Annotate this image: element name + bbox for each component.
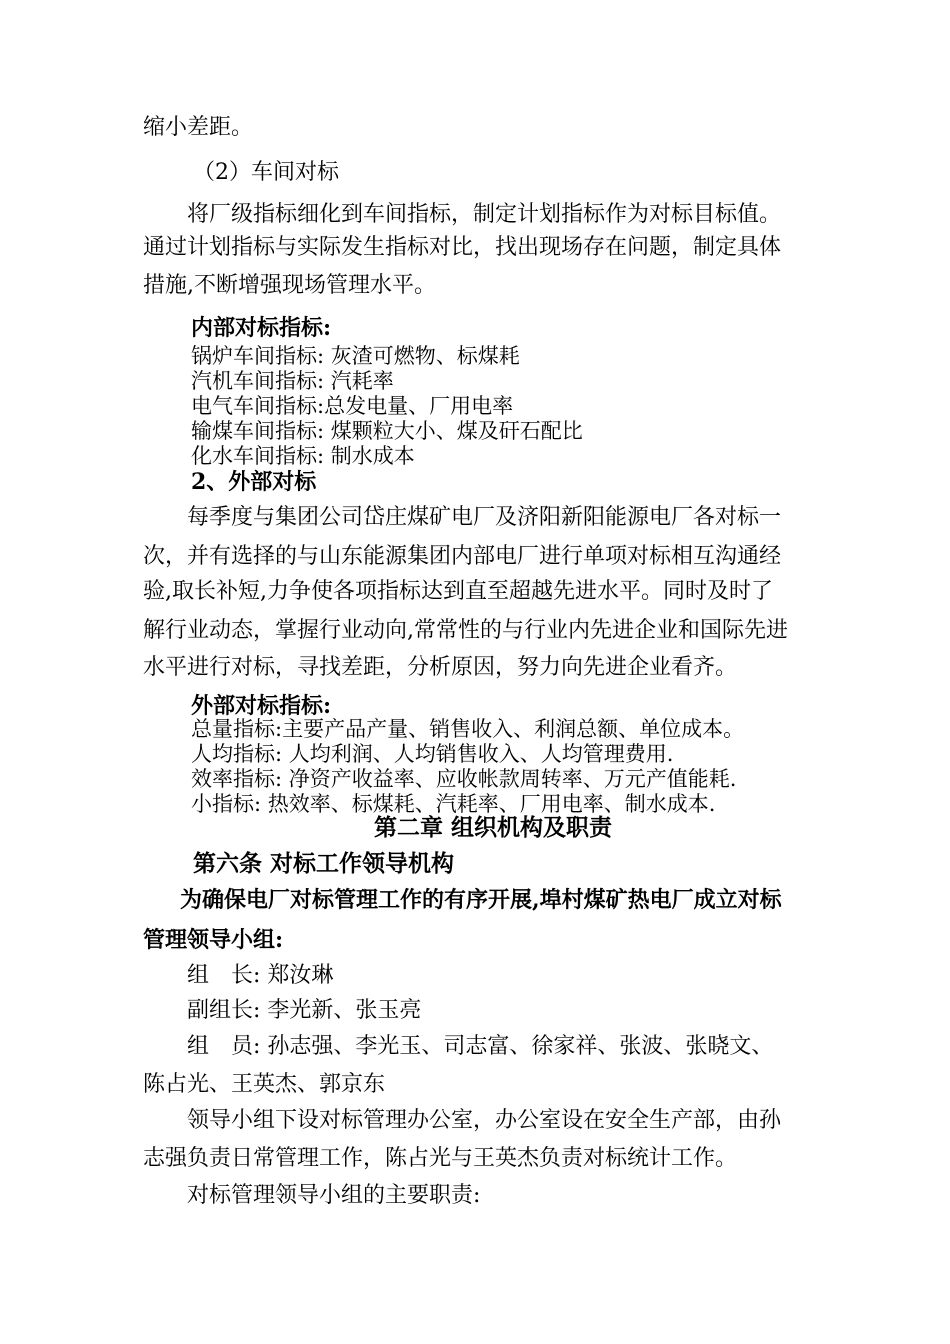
paragraph-line: 每季度与集团公司岱庄煤矿电厂及济阳新阳能源电厂各对标一 [187,505,782,530]
paragraph-line: 对标管理领导小组的主要职责: [187,1183,481,1208]
section-heading: 2、外部对标 [191,469,317,495]
paragraph-line: 次，并有选择的与山东能源集团内部电厂进行单项对标相互沟通经 [143,544,782,569]
paragraph-line: 水平进行对标，寻找差距，分析原因，努力向先进企业看齐。 [143,655,738,680]
chapter-title: 第二章 组织机构及职责 [374,814,613,841]
paragraph-line: 将厂级指标细化到车间指标，制定计划指标作为对标目标值。 [187,202,782,227]
indicator-item: 电气车间指标:总发电量、厂用电率 [191,394,514,418]
indicator-item: 输煤车间指标: 煤颗粒大小、煤及矸石配比 [191,419,583,443]
subsection-heading: （2）车间对标 [193,160,339,185]
indicator-item: 小指标: 热效率、标煤耗、汽耗率、厂用电率、制水成本. [191,792,716,816]
paragraph-line: 为确保电厂对标管理工作的有序开展,埠村煤矿热电厂成立对标 [180,887,782,913]
group-deputy: 副组长: 李光新、张玉亮 [187,998,422,1023]
paragraph-line: 志强负责日常管理工作，陈占光与王英杰负责对标统计工作。 [143,1146,738,1171]
paragraph-line: 缩小差距。 [143,115,254,140]
indicator-item: 效率指标: 净资产收益率、应收帐款周转率、万元产值能耗. [191,767,737,791]
indicator-item: 人均指标: 人均利润、人均销售收入、人均管理费用. [191,742,674,766]
paragraph-line: 验,取长补短,力争使各项指标达到直至超越先进水平。同时及时了 [143,579,773,604]
indicator-item: 锅炉车间指标: 灰渣可燃物、标煤耗 [191,344,520,368]
indicator-item: 汽机车间指标: 汽耗率 [191,369,394,393]
indicator-item: 化水车间指标: 制水成本 [191,444,415,468]
external-indicators-heading: 外部对标指标: [191,693,332,719]
paragraph-line: 解行业动态，掌握行业动向,常常性的与行业内先进企业和国际先进 [143,618,788,643]
group-leader: 组 长: 郑汝琳 [187,963,334,988]
paragraph-line: 通过计划指标与实际发生指标对比，找出现场存在问题，制定具体 [143,235,782,260]
paragraph-line: 管理领导小组: [143,927,284,953]
indicator-item: 总量指标:主要产品产量、销售收入、利润总额、单位成本。 [191,717,745,741]
paragraph-line: 领导小组下设对标管理办公室，办公室设在安全生产部，由孙 [187,1108,782,1133]
internal-indicators-heading: 内部对标指标: [191,315,332,341]
group-members: 组 员: 孙志强、李光玉、司志富、徐家祥、张波、张晓文、 [187,1034,774,1059]
paragraph-line: 措施,不断增强现场管理水平。 [143,273,436,298]
article-title: 第六条 对标工作领导机构 [193,850,455,877]
group-members: 陈占光、王英杰、郭京东 [143,1072,386,1097]
